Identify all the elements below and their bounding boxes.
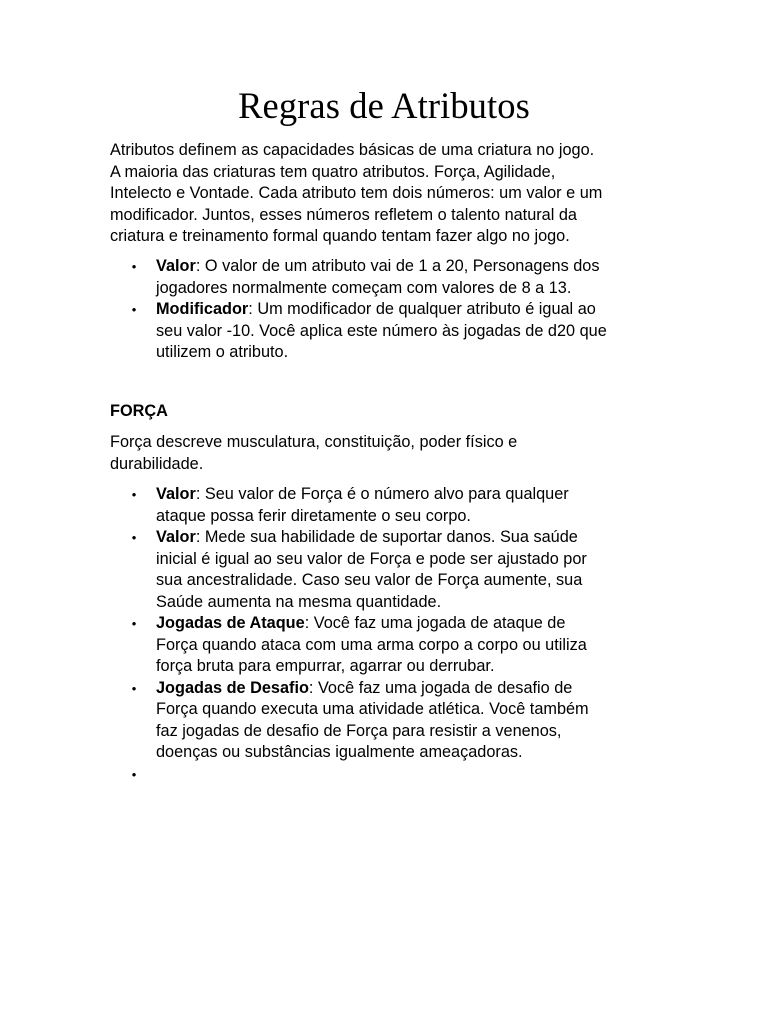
list-item-text: : Você faz uma jogada de ataque de bbox=[304, 614, 566, 632]
list-item-term: Valor bbox=[156, 257, 196, 275]
intro-line: Atributos definem as capacidades básicas de uma criatura no jogo. bbox=[110, 141, 595, 159]
list-item bbox=[110, 484, 670, 527]
list-item bbox=[110, 613, 670, 678]
bullet-icon: • bbox=[131, 680, 137, 696]
attribute-bullet-list bbox=[110, 256, 670, 364]
intro-line: modificador. Juntos, esses números refletem o talento natural da bbox=[110, 205, 577, 224]
list-item-text bbox=[156, 764, 670, 786]
list-item bbox=[110, 256, 670, 299]
list-item bbox=[110, 299, 670, 364]
bullet-icon: • bbox=[131, 487, 137, 502]
bullet-icon: • bbox=[131, 302, 137, 317]
section-heading: FORÇA bbox=[110, 402, 168, 420]
list-item-text: : Um modificador de qualquer atributo é igual ao bbox=[248, 300, 596, 318]
list-item-text: seu valor -10. Você aplica este número às jogadas de d20 que bbox=[156, 321, 607, 340]
list-item-text: Saúde aumenta na mesma quantidade. bbox=[156, 592, 442, 611]
strength-bullet-list bbox=[110, 484, 670, 785]
list-item-term: Valor bbox=[156, 528, 196, 546]
list-item-term: Modificador bbox=[156, 300, 249, 318]
bullet-icon: • bbox=[131, 530, 137, 545]
list-item-text: inicial é igual ao seu valor de Força e pode ser ajustado por bbox=[156, 549, 587, 568]
list-item-text: Força quando ataca com uma arma corpo a corpo ou utiliza bbox=[156, 635, 587, 654]
list-item-text: : Mede sua habilidade de suportar danos. Sua saúde bbox=[195, 528, 578, 546]
list-item-empty bbox=[110, 764, 670, 786]
list-item-text: doenças ou substâncias igualmente ameaçadoras. bbox=[156, 743, 523, 761]
list-item-text: Força quando executa uma atividade atlética. Você também bbox=[156, 700, 589, 718]
page-title: Regras de Atributos bbox=[238, 85, 530, 126]
list-item-text: utilizem o atributo. bbox=[156, 343, 289, 361]
bullet-icon: • bbox=[131, 616, 137, 631]
section-description bbox=[110, 432, 670, 475]
bullet-icon: • bbox=[131, 259, 137, 274]
bullet-icon: • bbox=[131, 766, 137, 782]
list-item-text: ataque possa ferir diretamente o seu corpo. bbox=[156, 506, 471, 525]
intro-line: A maioria das criaturas tem quatro atributos. Força, Agilidade, bbox=[110, 162, 556, 181]
list-item-term: Jogadas de Ataque bbox=[156, 614, 305, 632]
list-item bbox=[110, 678, 670, 764]
list-item-term: Jogadas de Desafio bbox=[156, 678, 309, 697]
intro-paragraph bbox=[110, 140, 670, 248]
list-item-text: : Seu valor de Força é o número alvo para qualquer bbox=[195, 485, 569, 503]
list-item-text: : Você faz uma jogada de desafio de bbox=[308, 678, 573, 697]
list-item-term: Valor bbox=[156, 485, 196, 503]
intro-line: Intelecto e Vontade. Cada atributo tem dois números: um valor e um bbox=[110, 184, 603, 202]
list-item bbox=[110, 527, 670, 613]
list-item-text: força bruta para empurrar, agarrar ou derrubar. bbox=[156, 657, 495, 675]
list-item-text: jogadores normalmente começam com valores de 8 a 13. bbox=[156, 278, 572, 297]
list-item-text: : O valor de um atributo vai de 1 a 20, Personagens dos bbox=[195, 257, 600, 275]
section-description-line: durabilidade. bbox=[110, 454, 204, 473]
intro-line: criatura e treinamento formal quando tentam fazer algo no jogo. bbox=[110, 227, 570, 245]
section-description-line: Força descreve musculatura, constituição, poder físico e bbox=[110, 433, 518, 451]
list-item-text: faz jogadas de desafio de Força para resistir a venenos, bbox=[156, 721, 562, 740]
list-item-text: sua ancestralidade. Caso seu valor de Força aumente, sua bbox=[156, 571, 583, 589]
